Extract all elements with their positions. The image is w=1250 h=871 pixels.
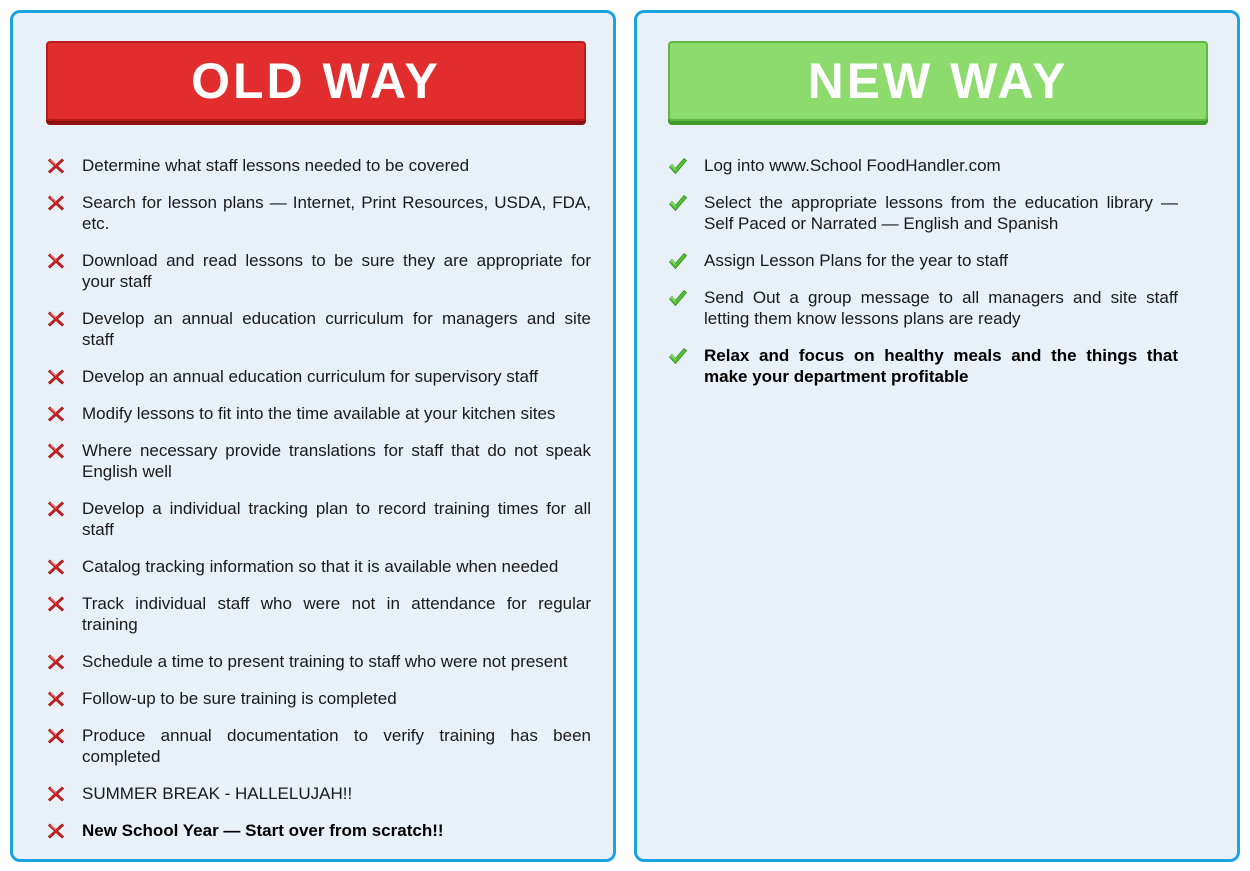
check-mark-icon xyxy=(668,288,688,308)
old-way-item-text: Produce annual documentation to verify training has been completed xyxy=(82,726,591,766)
old-way-item-text: Develop an annual education curriculum for managers and site staff xyxy=(82,309,591,349)
old-way-item xyxy=(46,155,591,176)
old-way-item xyxy=(46,308,591,350)
new-way-item-text: Send Out a group message to all managers and site staff letting them know lessons plans are ready xyxy=(704,288,1178,328)
old-way-item-text: Develop a individual tracking plan to record training times for all staff xyxy=(82,499,591,539)
old-way-item-text: Download and read lessons to be sure they are appropriate for your staff xyxy=(82,251,591,291)
new-way-item-text: Select the appropriate lessons from the education library — Self Paced or Narrated — English and Spanish xyxy=(704,193,1178,233)
x-mark-icon xyxy=(46,193,66,213)
old-way-item-text: Follow-up to be sure training is completed xyxy=(82,689,397,708)
old-way-item xyxy=(46,250,591,292)
new-way-item-text: Relax and focus on healthy meals and the things that make your department profitable xyxy=(704,346,1178,386)
x-mark-icon xyxy=(46,441,66,461)
x-mark-icon xyxy=(46,784,66,804)
new-way-item xyxy=(668,155,1178,176)
x-mark-icon xyxy=(46,156,66,176)
old-way-item-text: Determine what staff lessons needed to be covered xyxy=(82,156,470,175)
check-mark-icon xyxy=(668,251,688,271)
check-mark-icon xyxy=(668,193,688,213)
old-way-banner: OLD WAY xyxy=(46,41,586,121)
new-way-banner: NEW WAY xyxy=(668,41,1208,121)
old-way-item xyxy=(46,366,591,387)
old-way-item xyxy=(46,725,591,767)
x-mark-icon xyxy=(46,251,66,271)
new-way-item-text: Log into www.School FoodHandler.com xyxy=(704,156,1001,175)
old-way-item xyxy=(46,593,591,635)
old-way-item xyxy=(46,192,591,234)
check-mark-icon xyxy=(668,346,688,366)
x-mark-icon xyxy=(46,726,66,746)
x-mark-icon xyxy=(46,652,66,672)
old-way-item xyxy=(46,440,591,482)
x-mark-icon xyxy=(46,821,66,841)
old-way-item xyxy=(46,498,591,540)
old-way-item-text: Modify lessons to fit into the time available at your kitchen sites xyxy=(82,404,556,423)
old-way-item xyxy=(46,820,591,841)
old-way-item-text: SUMMER BREAK - HALLELUJAH!! xyxy=(82,784,353,803)
old-way-item xyxy=(46,556,591,577)
old-way-item-text: Catalog tracking information so that it is available when needed xyxy=(82,557,559,576)
new-way-item-text: Assign Lesson Plans for the year to staff xyxy=(704,251,1008,270)
old-way-item-text: New School Year — Start over from scratch!! xyxy=(82,821,444,840)
x-mark-icon xyxy=(46,404,66,424)
x-mark-icon xyxy=(46,557,66,577)
old-way-list xyxy=(46,155,591,857)
new-way-item xyxy=(668,250,1178,271)
x-mark-icon xyxy=(46,594,66,614)
old-way-item xyxy=(46,403,591,424)
x-mark-icon xyxy=(46,689,66,709)
old-way-item xyxy=(46,651,591,672)
old-way-item-text: Schedule a time to present training to staff who were not present xyxy=(82,652,568,671)
new-way-item xyxy=(668,192,1178,234)
new-way-list xyxy=(668,155,1178,403)
old-way-panel xyxy=(10,10,616,862)
x-mark-icon xyxy=(46,309,66,329)
old-way-item-text: Track individual staff who were not in attendance for regular training xyxy=(82,594,591,634)
x-mark-icon xyxy=(46,499,66,519)
new-way-panel xyxy=(634,10,1240,862)
check-mark-icon xyxy=(668,156,688,176)
old-way-item xyxy=(46,688,591,709)
new-way-item xyxy=(668,287,1178,329)
new-way-item xyxy=(668,345,1178,387)
x-mark-icon xyxy=(46,367,66,387)
old-way-item-text: Search for lesson plans — Internet, Print Resources, USDA, FDA, etc. xyxy=(82,193,591,233)
old-way-item-text: Where necessary provide translations for staff that do not speak English well xyxy=(82,441,591,481)
old-way-item-text: Develop an annual education curriculum for supervisory staff xyxy=(82,367,539,386)
old-way-item xyxy=(46,783,591,804)
